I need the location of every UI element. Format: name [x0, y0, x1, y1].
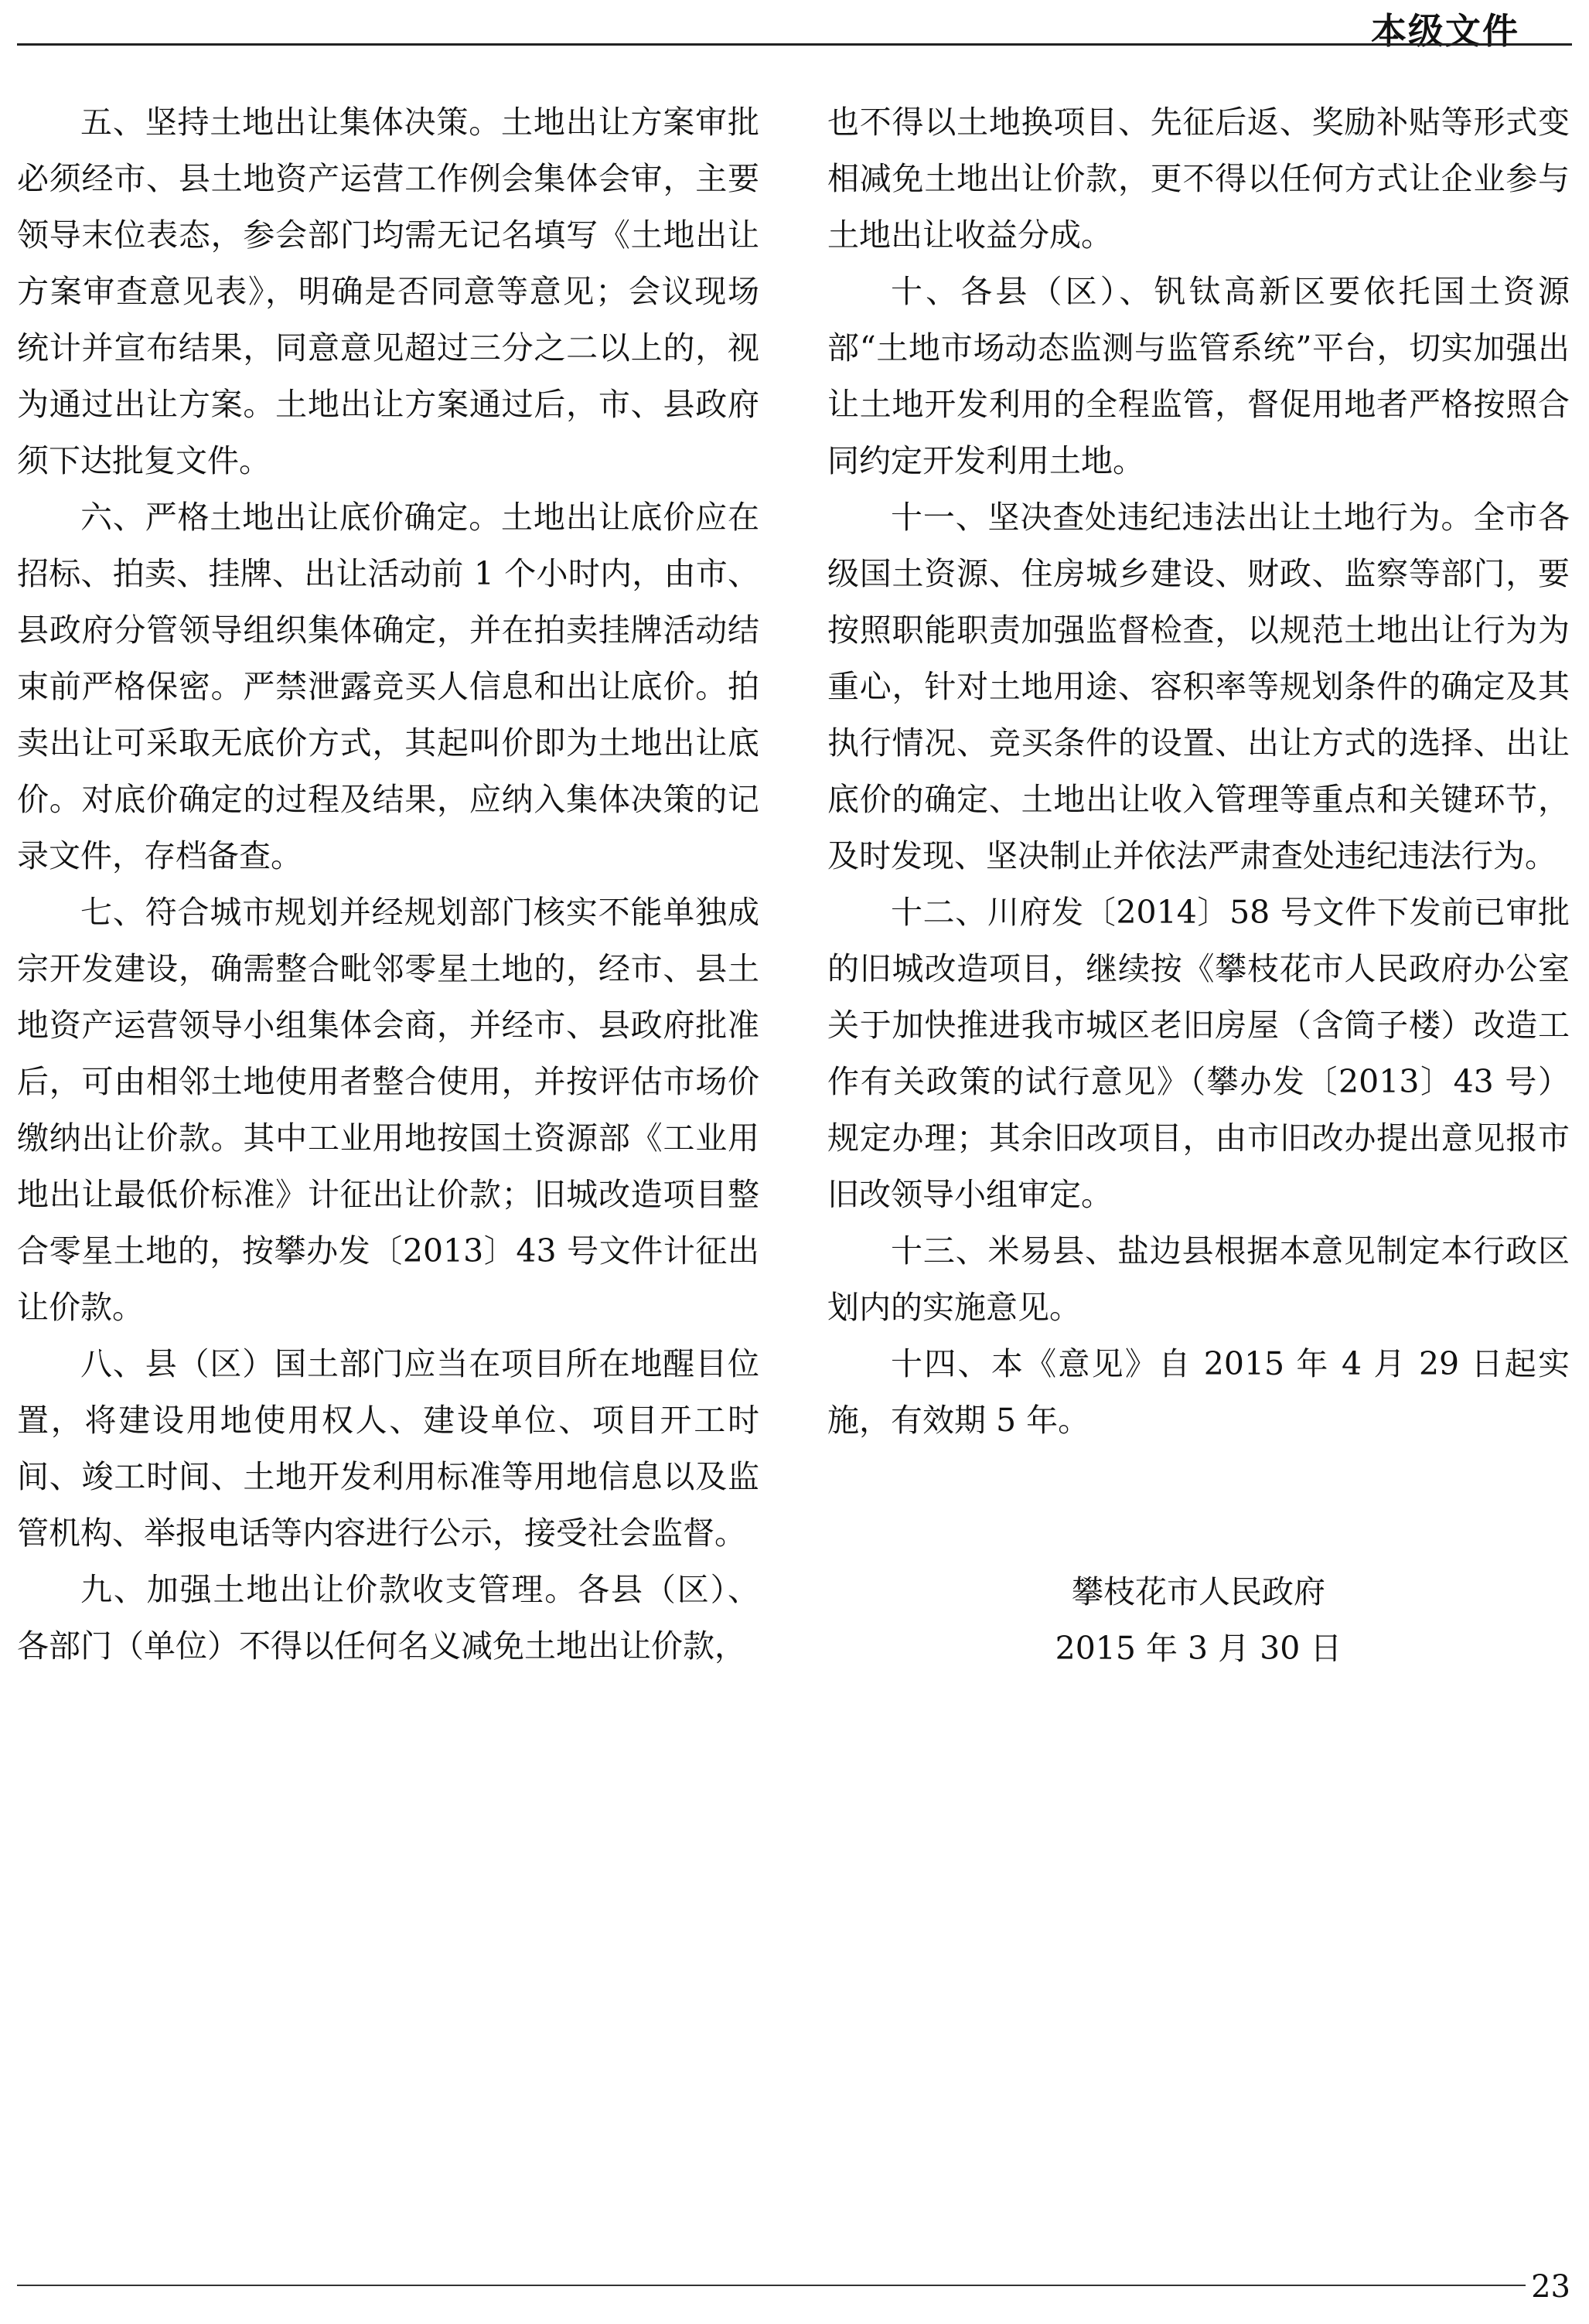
signature-organization: 攀枝花市人民政府	[1072, 1573, 1325, 1610]
paragraph-10: 十、各县（区）、钒钛高新区要依托国土资源部“土地市场动态监测与监管系统”平台，切实加强出让土地开发利用的全程监管，督促用地者严格按照合同约定开发利用土地。	[827, 273, 1570, 479]
header-rule	[17, 43, 1572, 46]
paragraph-12: 十二、川府发〔2014〕58 号文件下发前已审批的旧城改造项目，继续按《攀枝花市人民政府办公室关于加快推进我市城区老旧房屋（含筒子楼）改造工作有关政策的试行意见》（攀办发〔2013〕43 号）规定办理；其余旧改项目，由市旧改办提出意见报市旧改领导小组审定。	[827, 894, 1570, 1213]
paragraph-9: 九、加强土地出让价款收支管理。各县（区）、各部门（单位）不得以任何名义减免土地出让价款，	[17, 1571, 759, 1665]
paragraph-14: 十四、本《意见》自 2015 年 4 月 29 日起实施，有效期 5 年。	[827, 1345, 1570, 1439]
page-number: 23	[1531, 2269, 1570, 2305]
right-column	[827, 94, 1570, 1449]
paragraph-5: 五、坚持土地出让集体决策。土地出让方案审批必须经市、县土地资产运营工作例会集体会审，主要领导末位表态，参会部门均需无记名填写《土地出让方案审查意见表》，明确是否同意等意见；会议现场统计并宣布结果，同意意见超过三分之二以上的，视为通过出让方案。土地出让方案通过后，市、县政府须下达批复文件。	[17, 104, 759, 479]
left-column	[17, 94, 759, 1675]
paragraph-13: 十三、米易县、盐边县根据本意见制定本行政区划内的实施意见。	[827, 1232, 1570, 1326]
paragraph-7: 七、符合城市规划并经规划部门核实不能单独成宗开发建设，确需整合毗邻零星土地的，经市、县土地资产运营领导小组集体会商，并经市、县政府批准后，可由相邻土地使用者整合使用，并按评估市场价缴纳出让价款。其中工业用地按国土资源部《工业用地出让最低价标准》计征出让价款；旧城改造项目整合零星土地的，按攀办发〔2013〕43 号文件计征出让价款。	[17, 894, 759, 1326]
paragraph-11: 十一、坚决查处违纪违法出让土地行为。全市各级国土资源、住房城乡建设、财政、监察等部门，要按照职能职责加强监督检查，以规范土地出让行为为重心，针对土地用途、容积率等规划条件的确定及其执行情况、竞买条件的设置、出让方式的选择、出让底价的确定、土地出让收入管理等重点和关键环节，及时发现、坚决制止并依法严肃查处违纪违法行为。	[827, 499, 1570, 874]
paragraph-8: 八、县（区）国土部门应当在项目所在地醒目位置，将建设用地使用权人、建设单位、项目开工时间、竣工时间、土地开发利用标准等用地信息以及监管机构、举报电话等内容进行公示，接受社会监督。	[17, 1345, 759, 1552]
signature-date: 2015 年 3 月 30 日	[1055, 1630, 1342, 1667]
footer-rule	[17, 2285, 1526, 2286]
section-title: 本级文件	[1371, 10, 1519, 52]
paragraph-6: 六、严格土地出让底价确定。土地出让底价应在招标、拍卖、挂牌、出让活动前 1 个小时内，由市、县政府分管领导组织集体确定，并在拍卖挂牌活动结束前严格保密。严禁泄露竞买人信息和出让底价。拍卖出让可采取无底价方式，其起叫价即为土地出让底价。对底价确定的过程及结果，应纳入集体决策的记录文件，存档备查。	[17, 499, 759, 874]
paragraph-9-continuation: 也不得以土地换项目、先征后返、奖励补贴等形式变相减免土地出让价款，更不得以任何方式让企业参与土地出让收益分成。	[827, 104, 1570, 254]
